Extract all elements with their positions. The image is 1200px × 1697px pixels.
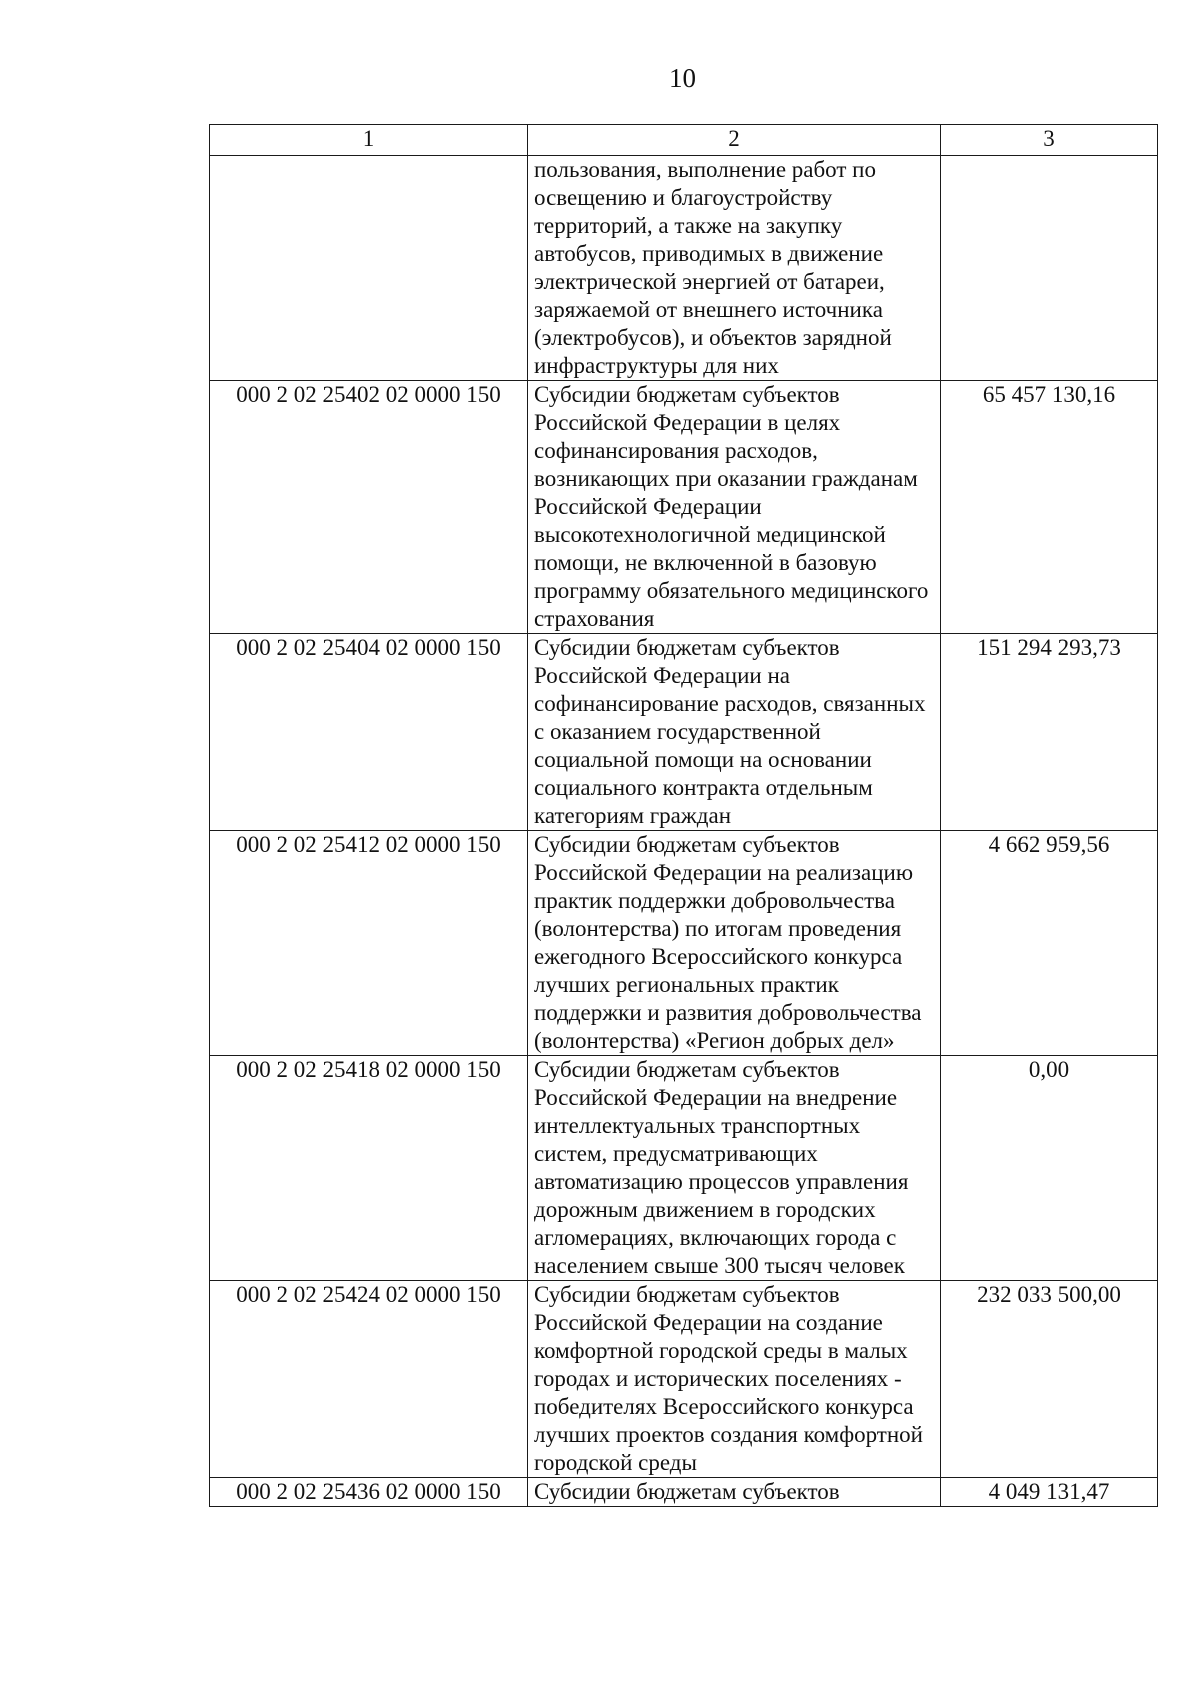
amount-cell: 0,00	[941, 1056, 1158, 1281]
table-row	[210, 831, 1158, 1056]
amount-cell: 4 049 131,47	[941, 1478, 1158, 1507]
description-cell: Субсидии бюджетам субъектов	[528, 1478, 941, 1507]
description-cell: Субсидии бюджетам субъектов Российской Федерации на внедрение интеллектуальных транспортных систем, предусматривающих автоматизацию процессов управления дорожным движением в городских агломерациях, включающих города с населением свыше 300 тысяч человек	[528, 1056, 941, 1281]
budget-code-cell: 000 2 02 25402 02 0000 150	[210, 381, 528, 634]
page-number: 10	[669, 63, 696, 93]
budget-table	[209, 124, 1158, 1507]
amount-cell: 151 294 293,73	[941, 634, 1158, 831]
column-header-1: 1	[210, 125, 528, 156]
description-cell: Субсидии бюджетам субъектов Российской Федерации на софинансирование расходов, связанных с оказанием государственной социальной помощи на основании социального контракта отдельным категориям граждан	[528, 634, 941, 831]
description-cell: Субсидии бюджетам субъектов Российской Федерации в целях софинансирования расходов, возникающих при оказании гражданам Российской Федерации высокотехнологичной медицинской помощи, не включенной в базовую программу обязательного медицинского страхования	[528, 381, 941, 634]
budget-code-cell: 000 2 02 25412 02 0000 150	[210, 831, 528, 1056]
table-row	[210, 156, 1158, 381]
budget-code-cell	[210, 156, 528, 381]
amount-cell: 65 457 130,16	[941, 381, 1158, 634]
amount-cell	[941, 156, 1158, 381]
description-cell: пользования, выполнение работ по освещению и благоустройству территорий, а также на закупку автобусов, приводимых в движение электрической энергией от батареи, заряжаемой от внешнего источника (электробусов), и объектов зарядной инфраструктуры для них	[528, 156, 941, 381]
amount-cell: 4 662 959,56	[941, 831, 1158, 1056]
column-header-3: 3	[941, 125, 1158, 156]
column-header-2: 2	[528, 125, 941, 156]
description-cell: Субсидии бюджетам субъектов Российской Федерации на реализацию практик поддержки добровольчества (волонтерства) по итогам проведения ежегодного Всероссийского конкурса лучших региональных практик поддержки и развития добровольчества (волонтерства) «Регион добрых дел»	[528, 831, 941, 1056]
table-row	[210, 634, 1158, 831]
budget-code-cell: 000 2 02 25436 02 0000 150	[210, 1478, 528, 1507]
table-row	[210, 381, 1158, 634]
table-row	[210, 1478, 1158, 1507]
description-cell: Субсидии бюджетам субъектов Российской Федерации на создание комфортной городской среды в малых городах и исторических поселениях - победителях Всероссийского конкурса лучших проектов создания комфортной городской среды	[528, 1281, 941, 1478]
budget-code-cell: 000 2 02 25404 02 0000 150	[210, 634, 528, 831]
table-row	[210, 1056, 1158, 1281]
table-row	[210, 1281, 1158, 1478]
budget-code-cell: 000 2 02 25424 02 0000 150	[210, 1281, 528, 1478]
table-header-row	[210, 125, 1158, 156]
budget-code-cell: 000 2 02 25418 02 0000 150	[210, 1056, 528, 1281]
amount-cell: 232 033 500,00	[941, 1281, 1158, 1478]
